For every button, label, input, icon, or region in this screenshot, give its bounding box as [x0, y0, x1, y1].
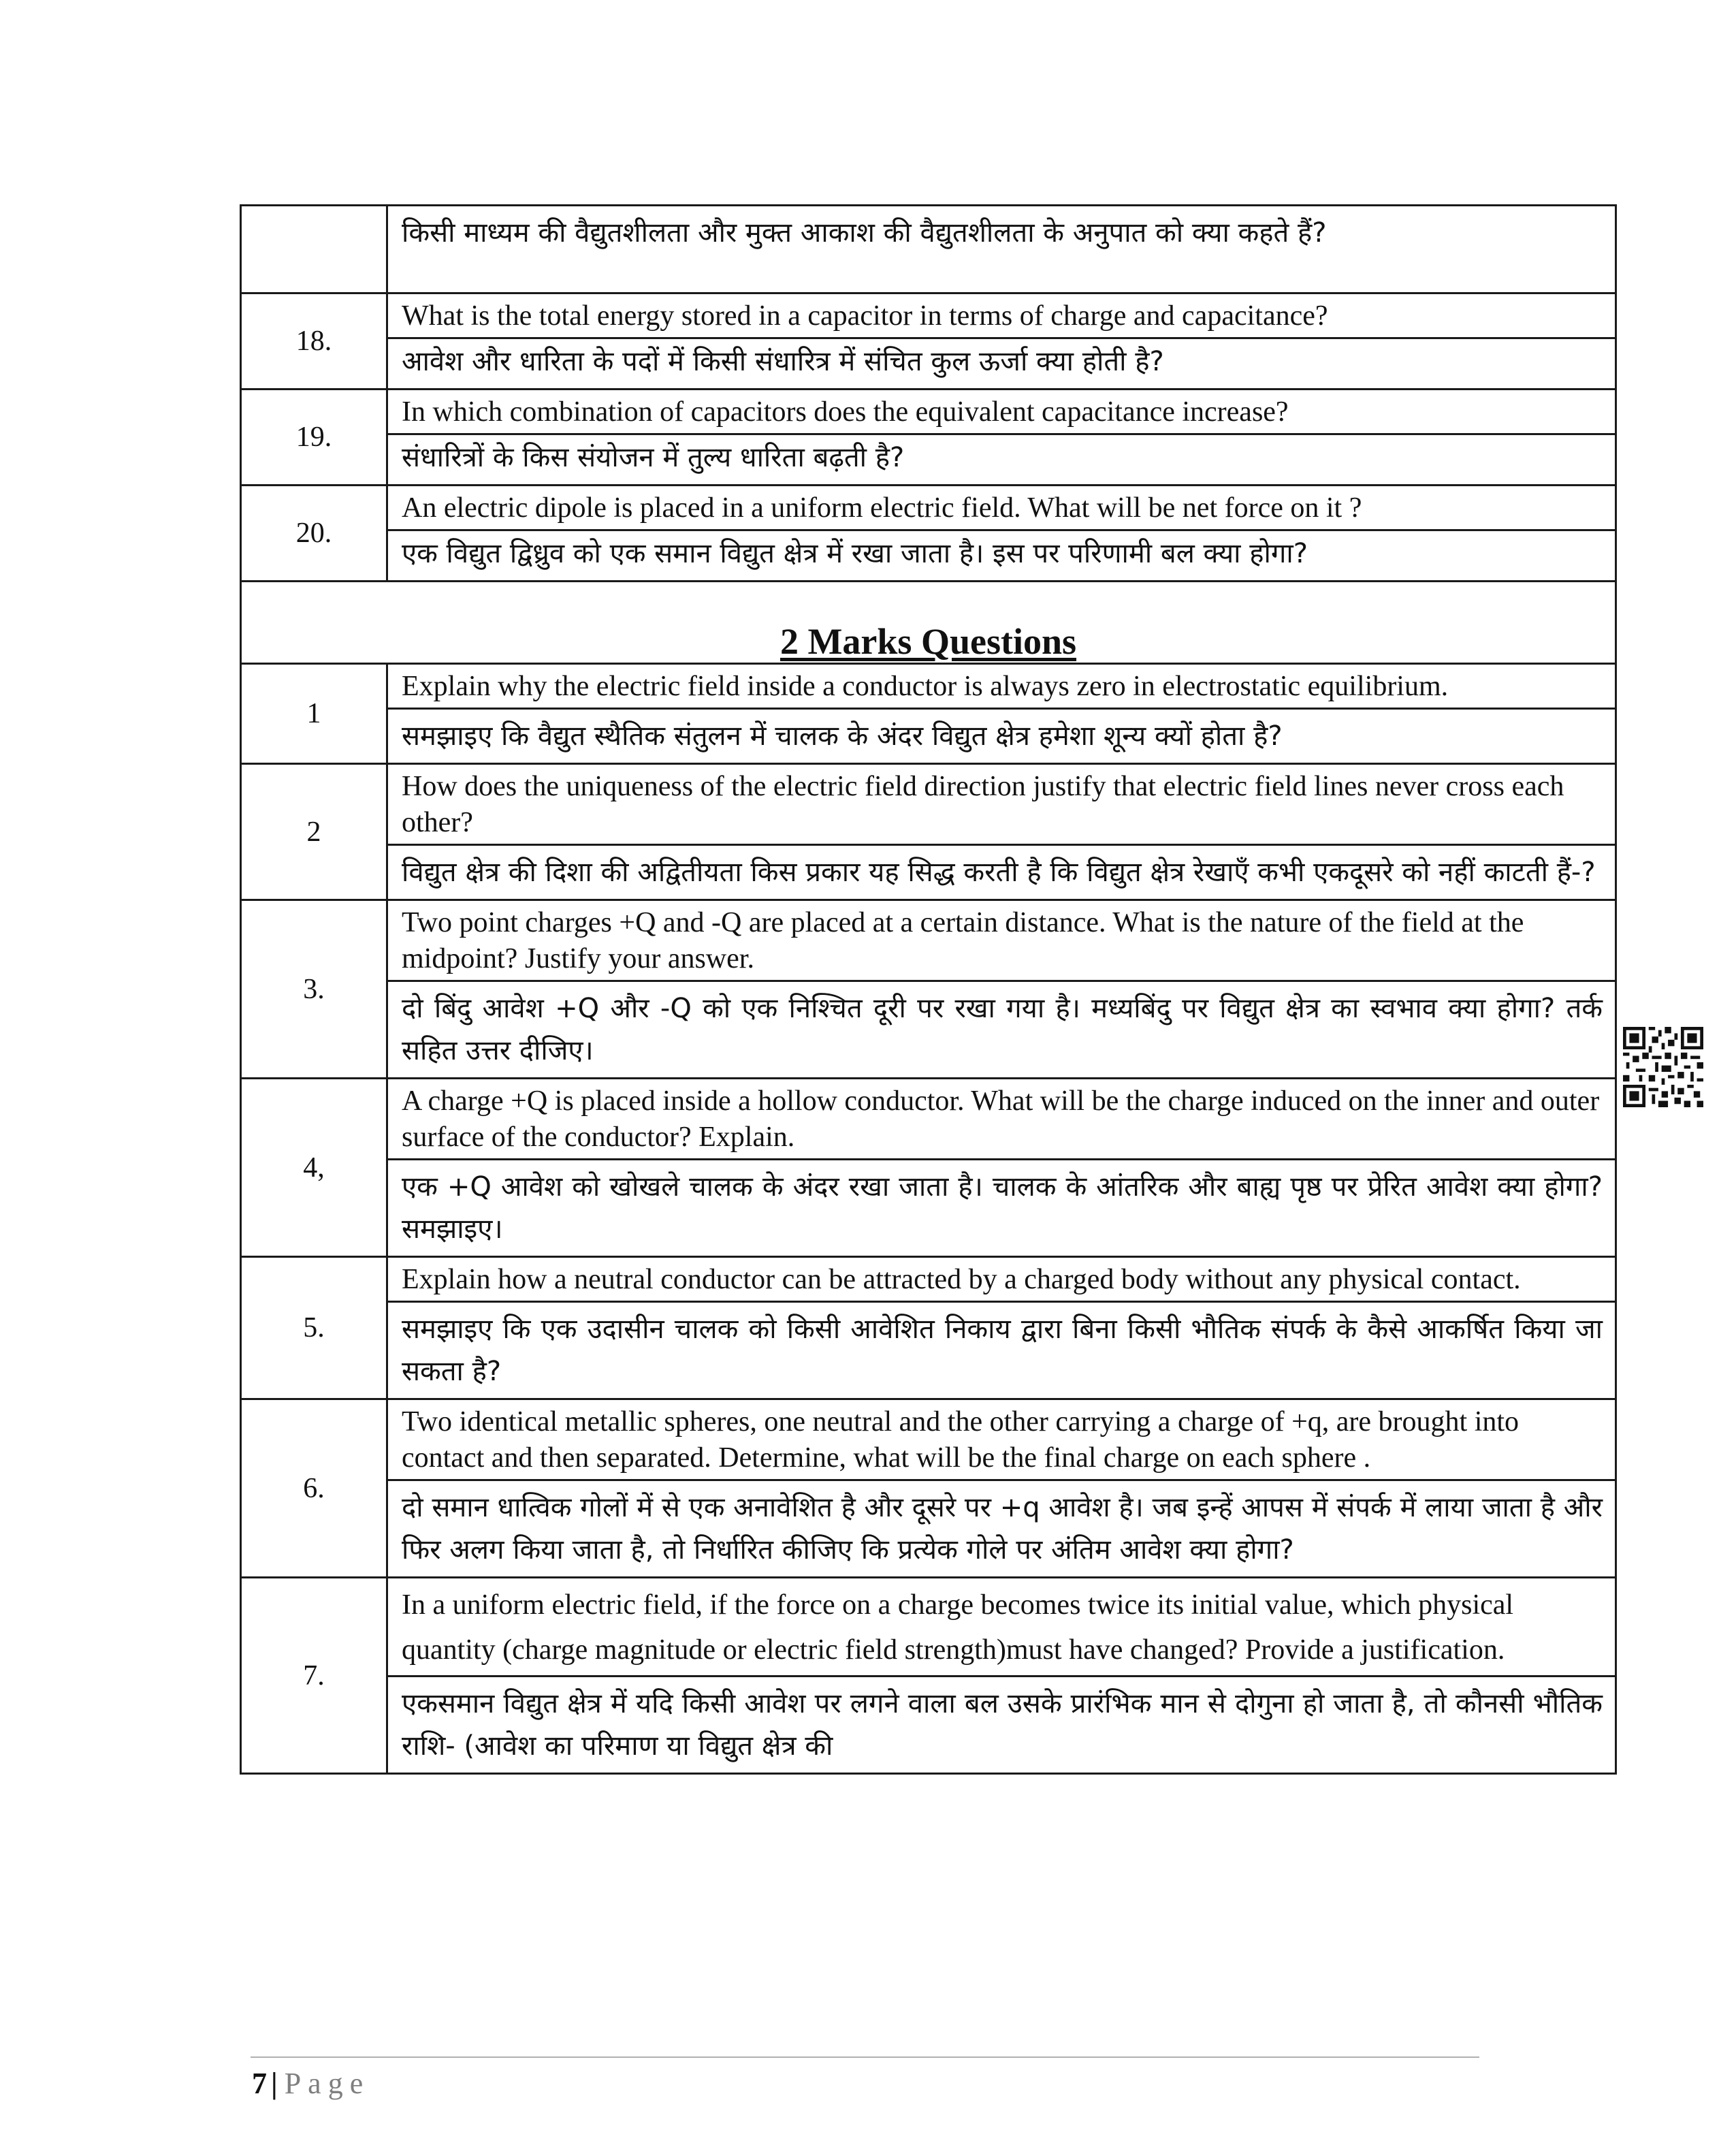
table-row	[241, 709, 1616, 764]
question-number: 2	[241, 764, 387, 900]
table-row	[241, 390, 1616, 434]
table-row	[241, 338, 1616, 390]
table-row	[241, 293, 1616, 338]
question-text-english: Explain why the electric field inside a conductor is always zero in electrostatic equilibrium.	[387, 664, 1616, 709]
table-row	[241, 434, 1616, 486]
question-number: 5.	[241, 1257, 387, 1399]
table-row	[241, 486, 1616, 530]
question-text-hindi: विद्युत क्षेत्र की दिशा की अद्वितीयता किस प्रकार यह सिद्ध करती है कि विद्युत क्षेत्र रेखाएँ कभी एकदूसरे को नहीं काटती हैं-?	[387, 845, 1616, 900]
question-number: 20.	[241, 486, 387, 582]
question-number-cell	[241, 206, 387, 293]
table-row	[241, 1257, 1616, 1302]
question-text-english: In which combination of capacitors does the equivalent capacitance increase?	[387, 390, 1616, 434]
table-row	[241, 1399, 1616, 1480]
table-row	[241, 981, 1616, 1079]
table-row	[241, 1677, 1616, 1774]
questions-table	[240, 204, 1617, 1775]
section-heading-text: 2 Marks Questions	[779, 621, 1077, 662]
table-row	[241, 1480, 1616, 1578]
qr-code-icon	[1623, 1027, 1703, 1107]
question-text-hindi: दो बिंदु आवेश +Q और -Q को एक निश्चित दूरी पर रखा गया है। मध्यबिंदु पर विद्युत क्षेत्र का स्वभाव क्या होगा? तर्क सहित उत्तर दीजिए।	[387, 981, 1616, 1079]
page-number: 7	[252, 2067, 267, 2100]
question-text-english: A charge +Q is placed inside a hollow conductor. What will be the charge induced on the inner and outer surface of the conductor? Explain.	[387, 1079, 1616, 1160]
question-text-english: Two identical metallic spheres, one neutral and the other carrying a charge of +q, are brought into contact and then separated. Determine, what will be the final charge on each sphere .	[387, 1399, 1616, 1480]
question-text-english: Explain how a neutral conductor can be attracted by a charged body without any physical contact.	[387, 1257, 1616, 1302]
question-text-english: In a uniform electric field, if the force on a charge becomes twice its initial value, which physical quantity (charge magnitude or electric field strength)must have changed? Provide a justification.	[387, 1578, 1616, 1677]
question-number: 19.	[241, 390, 387, 486]
table-row	[241, 1160, 1616, 1257]
table-row	[241, 764, 1616, 845]
table-row	[241, 1578, 1616, 1677]
question-number: 18.	[241, 293, 387, 390]
question-text-hindi: एकसमान विद्युत क्षेत्र में यदि किसी आवेश पर लगने वाला बल उसके प्रारंभिक मान से दोगुना हो जाता है, तो कौनसी भौतिक राशि- (आवेश का परिमाण या विद्युत क्षेत्र की	[387, 1677, 1616, 1774]
section-heading-row	[241, 582, 1616, 664]
page-footer	[252, 2063, 370, 2104]
question-text-hindi: आवेश और धारिता के पदों में किसी संधारित्र में संचित कुल ऊर्जा क्या होती है?	[387, 338, 1616, 390]
question-number: 7.	[241, 1578, 387, 1774]
question-number: 6.	[241, 1399, 387, 1578]
question-text-hindi: संधारित्रों के किस संयोजन में तुल्य धारिता बढ़ती है?	[387, 434, 1616, 486]
question-text-hindi: एक विद्युत द्विध्रुव को एक समान विद्युत क्षेत्र में रखा जाता है। इस पर परिणामी बल क्या होगा?	[387, 530, 1616, 582]
question-number: 1	[241, 664, 387, 764]
table-row	[241, 1079, 1616, 1160]
question-text-hindi: दो समान धात्विक गोलों में से एक अनावेशित है और दूसरे पर +q आवेश है। जब इन्हें आपस में संपर्क में लाया जाता है और फिर अलग किया जाता है, तो निर्धारित कीजिए कि प्रत्येक गोले पर अंतिम आवेश क्या होगा?	[387, 1480, 1616, 1578]
question-text-hindi: किसी माध्यम की वैद्युतशीलता और मुक्त आकाश की वैद्युतशीलता के अनुपात को क्या कहते हैं?	[387, 206, 1616, 293]
question-number: 3.	[241, 900, 387, 1079]
footer-divider	[251, 2056, 1479, 2058]
question-text-english: How does the uniqueness of the electric field direction justify that electric field lines never cross each other?	[387, 764, 1616, 845]
section-heading	[241, 582, 1616, 664]
question-text-hindi: एक +Q आवेश को खोखले चालक के अंदर रखा जाता है। चालक के आंतरिक और बाह्य पृष्ठ पर प्रेरित आवेश क्या होगा? समझाइए।	[387, 1160, 1616, 1257]
question-text-english: Two point charges +Q and -Q are placed at a certain distance. What is the nature of the field at the midpoint? Justify your answer.	[387, 900, 1616, 981]
question-text-hindi: समझाइए कि वैद्युत स्थैतिक संतुलन में चालक के अंदर विद्युत क्षेत्र हमेशा शून्य क्यों होता है?	[387, 709, 1616, 764]
page-label: Page	[284, 2067, 370, 2100]
table-row	[241, 206, 1616, 293]
table-row	[241, 845, 1616, 900]
table-row	[241, 530, 1616, 582]
footer-separator: |	[271, 2067, 278, 2100]
question-text-english: An electric dipole is placed in a uniform electric field. What will be net force on it ?	[387, 486, 1616, 530]
table-row	[241, 1302, 1616, 1399]
table-row	[241, 664, 1616, 709]
question-text-hindi: समझाइए कि एक उदासीन चालक को किसी आवेशित निकाय द्वारा बिना किसी भौतिक संपर्क के कैसे आकर्षित किया जा सकता है?	[387, 1302, 1616, 1399]
question-number: 4,	[241, 1079, 387, 1257]
question-text-english: What is the total energy stored in a capacitor in terms of charge and capacitance?	[387, 293, 1616, 338]
table-row	[241, 900, 1616, 981]
